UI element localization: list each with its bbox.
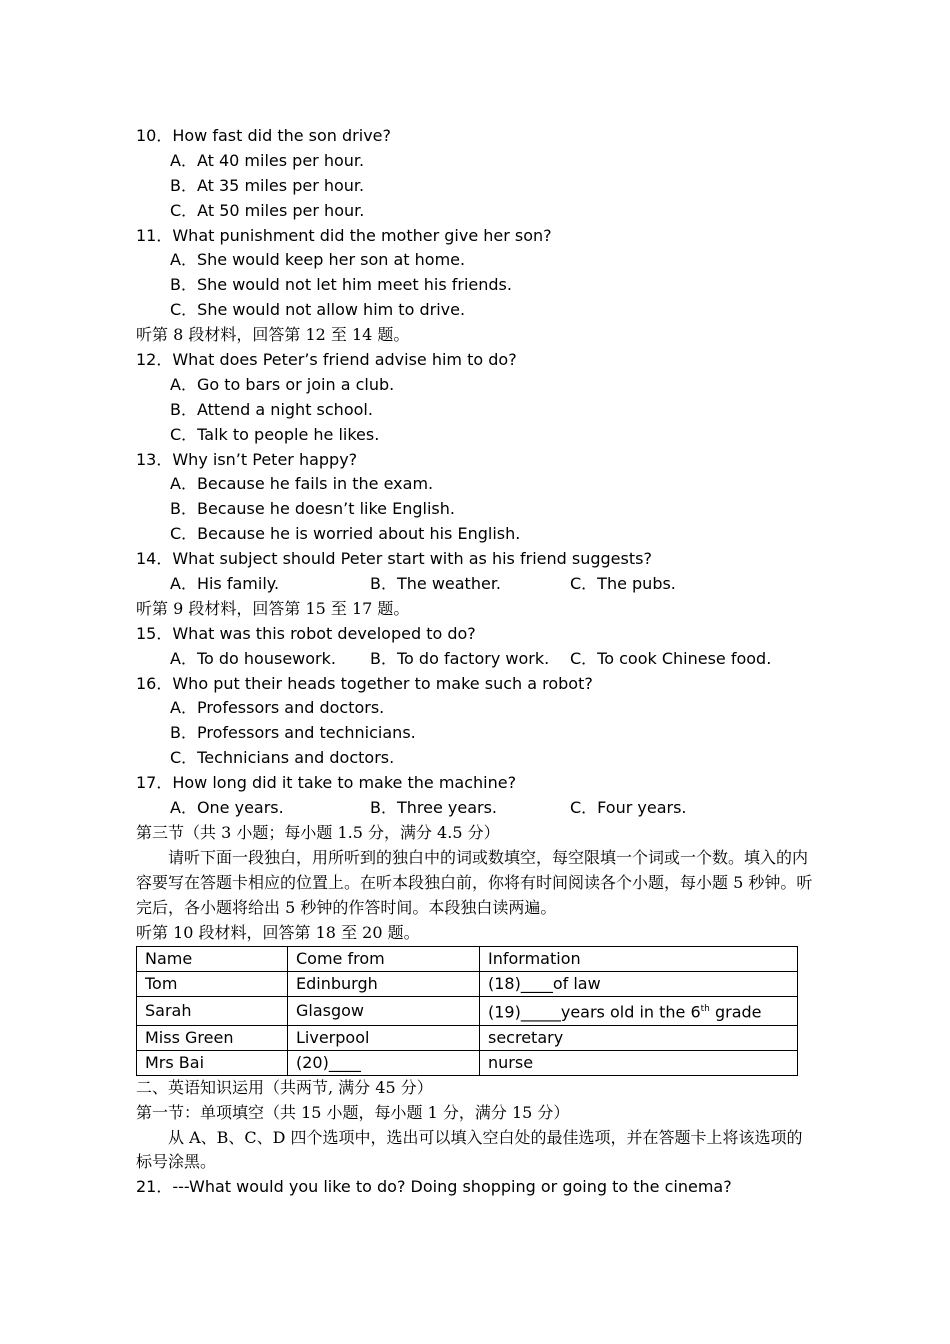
superscript: th [700,1004,710,1015]
question-12: 12．What does Peter’s friend advise him to do? [136,350,517,370]
question-15: 15．What was this robot developed to do? [136,623,476,643]
options-row [136,647,816,672]
table-cell: Miss Green [137,1025,288,1050]
table-cell: nurse [480,1050,798,1075]
table-row [137,1025,798,1050]
option: C．Because he is worried about his English. [170,524,521,544]
option: B．The weather. [370,574,502,594]
option: B．Because he doesn’t like English. [170,499,455,519]
table-row [137,1050,798,1075]
table-row [137,997,798,1025]
question-11: 11．What punishment did the mother give her son? [136,225,552,245]
part2-section1-title: 第一节：单项填空（共 15 小题，每小题 1 分，满分 15 分） [136,1102,570,1122]
table-header-cell: Information [480,947,798,972]
exam-page [136,124,816,1200]
option: B．Three years. [370,798,498,818]
table-cell: Tom [137,972,288,997]
table-header-cell: Name [137,947,288,972]
option: C．Technicians and doctors. [170,748,395,768]
table-header-row [137,947,798,972]
section-8-heading: 听第 8 段材料，回答第 12 至 14 题。 [136,325,410,345]
cell-text-suffix: grade [709,1002,762,1022]
option: B．Professors and technicians. [170,723,416,743]
table-cell: (20)____ [288,1050,480,1075]
section-9-heading: 听第 9 段材料，回答第 15 至 17 题。 [136,598,410,618]
table-cell [480,997,798,1025]
part2-instructions: 从 A、B、C、D 四个选项中，选出可以填入空白处的最佳选项，并在答题卡上将该选项的标号涂黑。 [136,1127,803,1172]
option: C．Four years. [570,798,687,818]
option: C．Talk to people he likes. [170,424,380,444]
part3-title: 第三节（共 3 小题；每小题 1.5 分，满分 4.5 分） [136,822,500,842]
table-cell: Edinburgh [288,972,480,997]
table-header-cell: Come from [288,947,480,972]
option: B．To do factory work. [370,648,550,668]
question-21: 21．---What would you like to do? Doing shopping or going to the cinema? [136,1177,732,1197]
table-cell: Sarah [137,997,288,1025]
table-cell: Glasgow [288,997,480,1025]
option: A．Go to bars or join a club. [170,374,395,394]
table-cell: Liverpool [288,1025,480,1050]
option: B．At 35 miles per hour. [170,175,365,195]
question-16: 16．Who put their heads together to make such a robot? [136,673,593,693]
table-cell: secretary [480,1025,798,1050]
option: A．To do housework. [170,648,336,668]
option: A．One years. [170,798,284,818]
table-cell: (18)____of law [480,972,798,997]
option: B．She would not let him meet his friends. [170,275,512,295]
table-row [137,972,798,997]
option: C．She would not allow him to drive. [170,300,466,320]
option: C．To cook Chinese food. [570,648,772,668]
option: B．Attend a night school. [170,399,373,419]
options-row [136,572,816,597]
options-row [136,796,816,821]
option: A．Professors and doctors. [170,698,385,718]
question-13: 13．Why isn’t Peter happy? [136,449,358,469]
option: A．His family. [170,574,280,594]
fill-in-table [136,946,798,1075]
option: C．At 50 miles per hour. [170,200,365,220]
option: A．She would keep her son at home. [170,250,466,270]
option: A．Because he fails in the exam. [170,474,434,494]
option: C．The pubs. [570,574,676,594]
question-10: 10．How fast did the son drive? [136,126,392,145]
part3-instructions: 请听下面一段独白，用所听到的独白中的词或数填空，每空限填一个词或一个数。填入的内容要写在答题卡相应的位置上。在听本段独白前，你将有时间阅读各个小题，每小题 5 秒钟。听完后，各小题将给出 5 秒钟的作答时间。本段独白读两遍。 [136,847,813,917]
section-10-heading: 听第 10 段材料，回答第 18 至 20 题。 [136,922,420,942]
question-14: 14．What subject should Peter start with as his friend suggests? [136,549,652,569]
part2-title: 二、英语知识运用（共两节, 满分 45 分） [136,1077,433,1097]
question-17: 17．How long did it take to make the machine? [136,773,517,793]
option: A．At 40 miles per hour. [170,150,365,170]
cell-text: (19)_____years old in the 6 [488,1002,701,1022]
table-cell: Mrs Bai [137,1050,288,1075]
